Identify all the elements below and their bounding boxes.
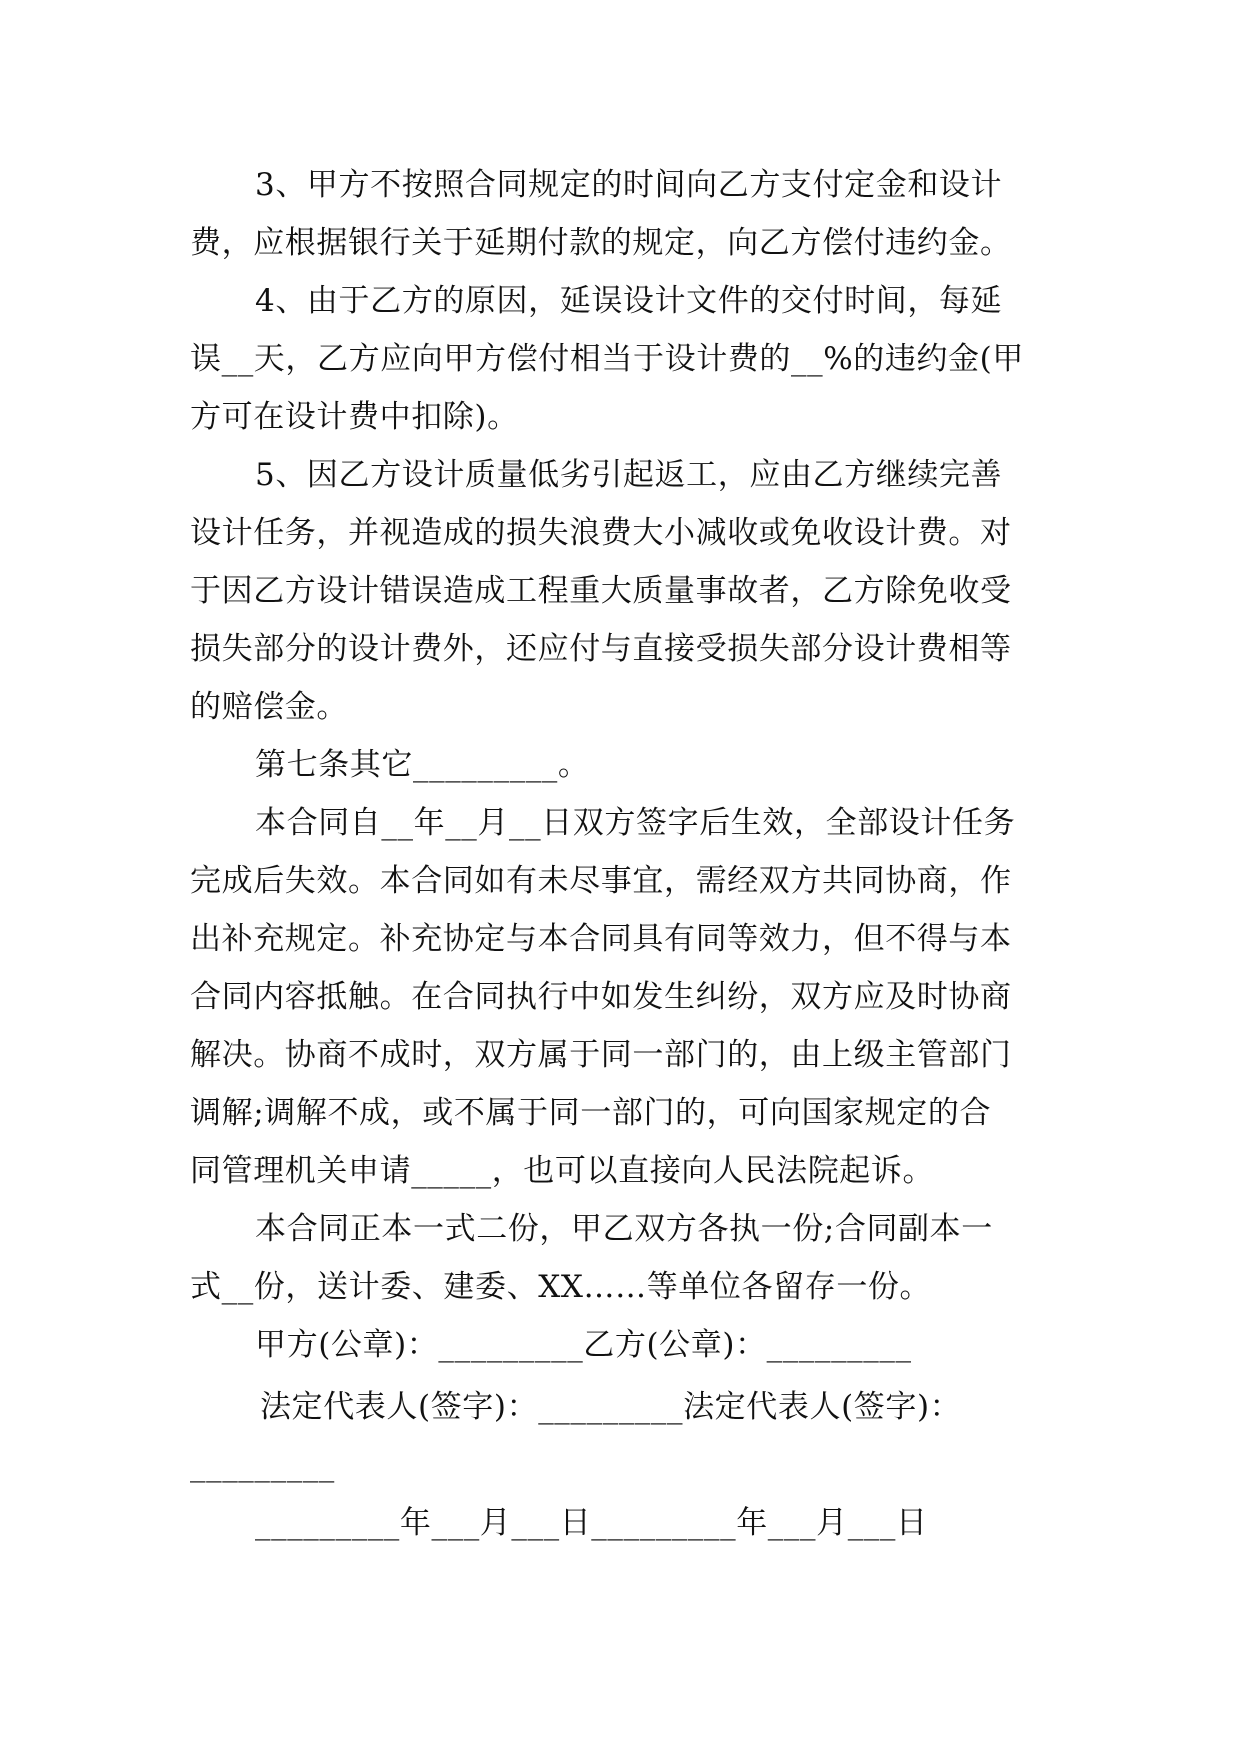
signature-blank-line: _________ (190, 1447, 335, 1483)
clause-5-line-2: 设计任务，并视造成的损失浪费大小减收或免收设计费。对 (190, 515, 1012, 551)
effect-para-line-7: 同管理机关申请_____，也可以直接向人民法院起诉。 (190, 1153, 935, 1189)
clause-4-line-3: 方可在设计费中扣除)。 (190, 399, 519, 435)
article-7-line: 第七条其它_________。 (255, 747, 590, 783)
clause-5-line-3: 于因乙方设计错误造成工程重大质量事故者，乙方除免收受 (190, 573, 1012, 609)
copies-para-line-1: 本合同正本一式二份，甲乙双方各执一份;合同副本一 (255, 1211, 993, 1247)
clause-5-line-1: 5、因乙方设计质量低劣引起返工，应由乙方继续完善 (255, 457, 1003, 493)
effect-para-line-1: 本合同自__年__月__日双方签字后生效，全部设计任务 (255, 805, 1016, 841)
clause-3-line-2: 费，应根据银行关于延期付款的规定，向乙方偿付违约金。 (190, 225, 1012, 261)
date-line: _________年___月___日_________年___月___日 (255, 1505, 928, 1541)
effect-para-line-3: 出补充规定。补充协定与本合同具有同等效力，但不得与本 (190, 921, 1012, 957)
clause-4-line-1: 4、由于乙方的原因，延误设计文件的交付时间，每延 (255, 283, 1003, 319)
signature-line: 法定代表人(签字)：_________法定代表人(签字)： (260, 1389, 962, 1425)
seal-line: 甲方(公章)：_________乙方(公章)：_________ (255, 1327, 912, 1363)
clause-3-line-1: 3、甲方不按照合同规定的时间向乙方支付定金和设计 (255, 167, 1003, 203)
effect-para-line-6: 调解;调解不成，或不属于同一部门的，可向国家规定的合 (190, 1095, 992, 1131)
effect-para-line-2: 完成后失效。本合同如有未尽事宜，需经双方共同协商，作 (190, 863, 1012, 899)
effect-para-line-4: 合同内容抵触。在合同执行中如发生纠纷，双方应及时协商 (190, 979, 1012, 1015)
clause-5-line-5: 的赔偿金。 (190, 689, 348, 725)
clause-5-line-4: 损失部分的设计费外，还应付与直接受损失部分设计费相等 (190, 631, 1012, 667)
clause-4-line-2: 误__天，乙方应向甲方偿付相当于设计费的__%的违约金(甲 (190, 341, 1024, 377)
copies-para-line-2: 式__份，送计委、建委、XX……等单位各留存一份。 (190, 1269, 932, 1305)
effect-para-line-5: 解决。协商不成时，双方属于同一部门的，由上级主管部门 (190, 1037, 1012, 1073)
